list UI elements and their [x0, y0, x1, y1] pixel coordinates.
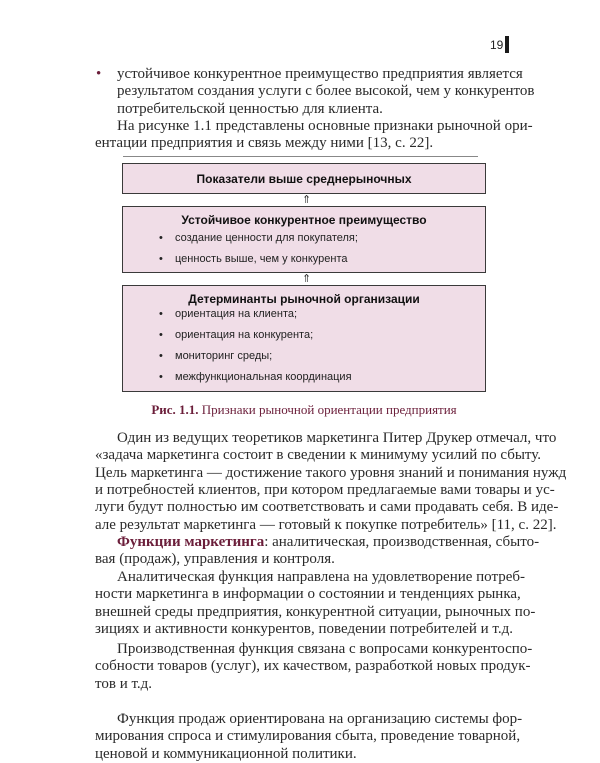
box-item-text: мониторинг среды; [175, 350, 273, 362]
bullet-icon: • [96, 66, 102, 82]
box-item-text: ориентация на конкурента; [175, 329, 314, 341]
bullet-text-line: результатом создания услуги с более высокой, чем у конкурентов [117, 83, 535, 100]
box-title: Детерминанты рыночной организации [188, 292, 420, 306]
paragraph-line: внешней среды предприятия, конкурентной ситуации, рыночных по- [95, 603, 536, 620]
page-number: 19 [490, 38, 504, 52]
paragraph-line: мирования спроса и стимулирования сбыта, проведение товарной, [95, 728, 521, 745]
paragraph-line: Цель маркетинга — достижение такого уровня знаний и понимания нужд [95, 464, 567, 481]
box-item: • ориентация на конкурента; [159, 329, 314, 341]
box-title: Показатели выше среднерыночных [196, 172, 412, 186]
box-item: • создание ценности для покупателя; [159, 232, 358, 244]
figure-caption [0, 402, 600, 418]
functions-heading: Функции маркетинга [117, 534, 265, 550]
paragraph-line: Аналитическая функция направлена на удовлетворение потреб- [117, 569, 526, 585]
functions-line [117, 534, 540, 551]
figure-box-indicators [122, 163, 486, 194]
paragraph-line: ценовой и коммуникационной политики. [95, 745, 357, 762]
paragraph-line: собности товаров (услуг), их качеством, разработкой новых продук- [95, 658, 531, 675]
paragraph-line: Один из ведущих теоретиков маркетинга Питер Друкер отмечал, что [117, 430, 557, 446]
box-item: • ценность выше, чем у конкурента [159, 253, 348, 265]
figure-box-determinants [122, 285, 486, 392]
caption-text: Признаки рыночной ориентации предприятия [201, 402, 457, 417]
caption-label: Рис. 1.1. [151, 402, 199, 417]
paragraph-line: Производственная функция связана с вопросами конкурентоспо- [117, 641, 533, 657]
intro-line: ентации предприятия и связь между ними [13, с. 22]. [95, 135, 434, 152]
paragraph-line: Функция продаж ориентирована на организацию системы фор- [117, 711, 523, 727]
box-title: Устойчивое конкурентное преимущество [181, 213, 427, 227]
paragraph-line: и потребностей клиентов, при котором предлагаемые вами товары и ус- [95, 481, 555, 498]
page-number-bar [505, 36, 509, 53]
up-arrow-icon: ⇑ [302, 272, 312, 285]
functions-text: : аналитическая, производственная, сбыто- [264, 534, 540, 550]
box-item-text: ценность выше, чем у конкурента [175, 253, 348, 265]
paragraph-line: вая (продаж), управления и контроля. [95, 551, 335, 568]
paragraph-line: тов и т.д. [95, 675, 153, 692]
bullet-text-line: потребительской ценностью для клиента. [117, 100, 383, 117]
box-item-text: межфункциональная координация [175, 371, 352, 383]
paragraph-line: зициях и активности конкурентов, поведении потребителей и т.д. [95, 620, 513, 637]
paragraph-line: «задача маркетинга состоит в сведении к минимуму усилий по сбыту. [95, 447, 542, 464]
paragraph-line: ности маркетинга в информации о состоянии и тенденциях рынка, [95, 586, 521, 603]
intro-line: На рисунке 1.1 представлены основные признаки рыночной ори- [117, 118, 533, 134]
bullet-text-line: устойчивое конкурентное преимущество предприятия является [117, 66, 523, 82]
up-arrow-icon: ⇑ [302, 193, 312, 206]
box-item-text: создание ценности для покупателя; [175, 232, 358, 244]
box-item: • ориентация на клиента; [159, 308, 298, 320]
paragraph-line: але результат маркетинга — готовый к покупке потребитель» [11, с. 22]. [95, 516, 557, 533]
box-item: • мониторинг среды; [159, 350, 273, 362]
box-item: • межфункциональная координация [159, 371, 352, 383]
box-item-text: ориентация на клиента; [175, 308, 298, 320]
paragraph-line: луги будут полностью им соответствовать и сами продавать себя. В иде- [95, 499, 559, 516]
figure-top-rule [123, 156, 478, 157]
figure-box-advantage [122, 206, 486, 273]
